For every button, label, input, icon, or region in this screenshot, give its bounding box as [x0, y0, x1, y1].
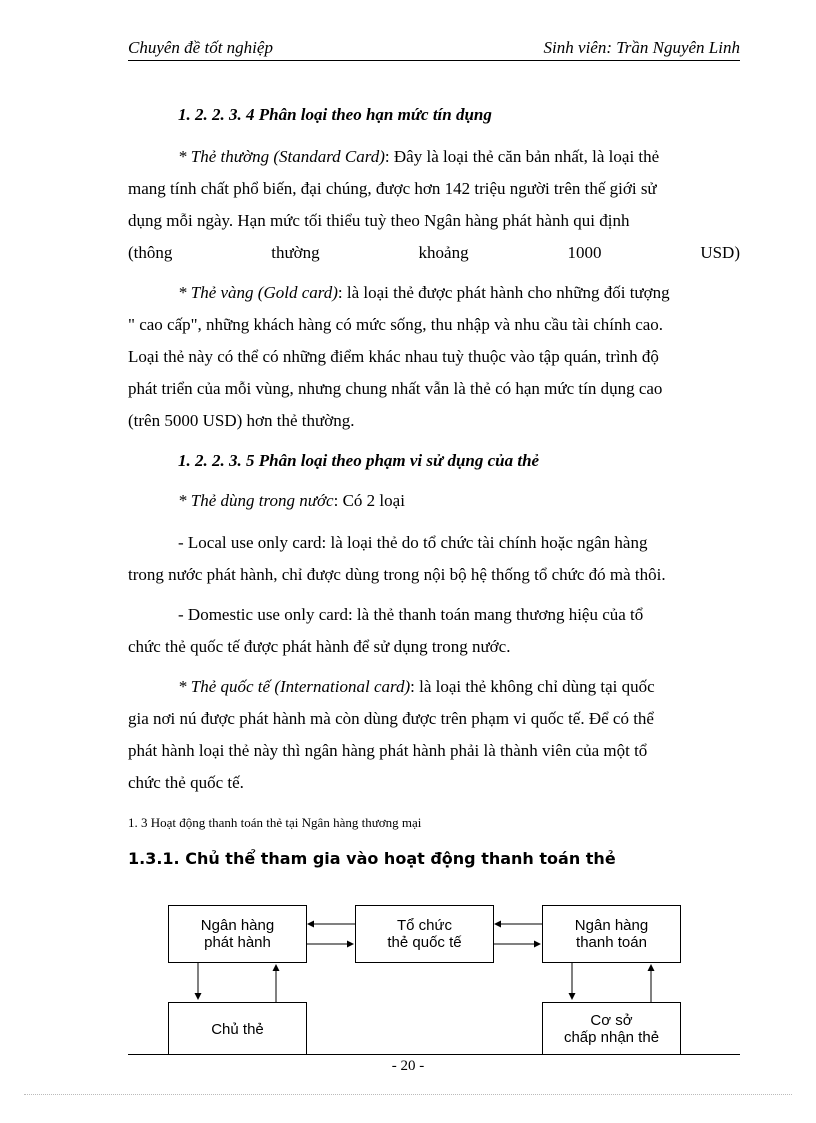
section-heading-1-3-1: 1.3.1. Chủ thể tham gia vào hoạt động thanh toán thẻ — [128, 849, 616, 868]
term-international-card: * Thẻ quốc tế (International card) — [178, 677, 411, 696]
box-text: thẻ quốc tế — [387, 934, 462, 951]
text: : là loại thẻ được phát hành cho những đối tượng — [337, 283, 670, 302]
box-text: thanh toán — [576, 934, 647, 951]
box-text: Ngân hàng — [200, 917, 275, 934]
box-text: Chủ thẻ — [211, 1020, 264, 1038]
text: : là loại thẻ không chỉ dùng tại quốc — [410, 677, 655, 696]
box-text: phát hành — [204, 934, 271, 951]
word: USD) — [700, 243, 740, 262]
paragraph-gold-line-5: (trên 5000 USD) hơn thẻ thường. — [128, 411, 355, 430]
page-edge-dotted-line — [24, 1094, 792, 1095]
box-text: Tổ chức — [396, 917, 453, 934]
term-standard-card: * Thẻ thường (Standard Card) — [178, 147, 385, 166]
term-gold-card: * Thẻ vàng (Gold card) — [178, 283, 338, 302]
text: : Có 2 loại — [333, 491, 405, 510]
paragraph-gold-line-3: Loại thẻ này có thể có những điểm khác nhau tuỳ thuộc vào tập quán, trình độ — [128, 347, 659, 366]
paragraph-standard-line-3: dụng mỗi ngày. Hạn mức tối thiểu tuỳ theo Ngân hàng phát hành qui định — [128, 211, 630, 230]
paragraph-intl-line-4: chức thẻ quốc tế. — [128, 773, 244, 792]
term-domestic-card: * Thẻ dùng trong nước — [178, 491, 334, 510]
paragraph-intl-line-3: phát hành loại thẻ này thì ngân hàng phát hành phải là thành viên của một tổ — [128, 741, 648, 760]
paragraph-gold-line-4: phát triển của mỗi vùng, nhưng chung nhất vẫn là thẻ có hạn mức tín dụng cao — [128, 379, 663, 398]
word: thường — [271, 243, 320, 262]
section-heading-scope: 1. 2. 2. 3. 5 Phân loại theo phạm vi sử dụng của thẻ — [178, 451, 540, 470]
page-number: - 20 - — [391, 1058, 425, 1074]
section-heading-1-3: 1. 3 Hoạt động thanh toán thẻ tại Ngân hàng thương mại — [128, 815, 422, 830]
box-text: Cơ sở — [590, 1012, 633, 1029]
word: khoảng — [418, 243, 469, 262]
header-right: Sinh viên: Trần Nguyên Linh — [543, 38, 740, 57]
text: : Đây là loại thẻ căn bản nhất, là loại thẻ — [384, 147, 660, 166]
paragraph-local-line-2: trong nước phát hành, chỉ được dùng trong nội bộ hệ thống tổ chức đó mà thôi. — [128, 565, 666, 584]
paragraph-domestic-line-2: chức thẻ quốc tế được phát hành để sử dụng trong nước. — [128, 637, 511, 656]
word: (thông — [128, 243, 173, 262]
paragraph-gold-line-2: " cao cấp", những khách hàng có mức sống, thu nhập và nhu cầu tài chính cao. — [128, 315, 664, 334]
paragraph-domestic-line-1: - Domestic use only card: là thẻ thanh toán mang thương hiệu của tổ — [178, 605, 644, 624]
header-left: Chuyên đề tốt nghiệp — [128, 38, 273, 57]
box-text: Ngân hàng — [574, 917, 649, 934]
footer-rule — [128, 1054, 740, 1055]
paragraph-local-line-1: - Local use only card: là loại thẻ do tổ chức tài chính hoặc ngân hàng — [178, 533, 648, 552]
word: 1000 — [567, 243, 602, 262]
box-text: chấp nhận thẻ — [563, 1029, 660, 1046]
paragraph-standard-line-2: mang tính chất phổ biến, đại chúng, được hơn 142 triệu người trên thế giới sử — [128, 179, 657, 198]
section-heading-credit-limit: 1. 2. 2. 3. 4 Phân loại theo hạn mức tín dụng — [178, 105, 492, 124]
paragraph-intl-line-2: gia nơi nú được phát hành mà còn dùng được trên phạm vi quốc tế. Để có thể — [128, 709, 654, 728]
